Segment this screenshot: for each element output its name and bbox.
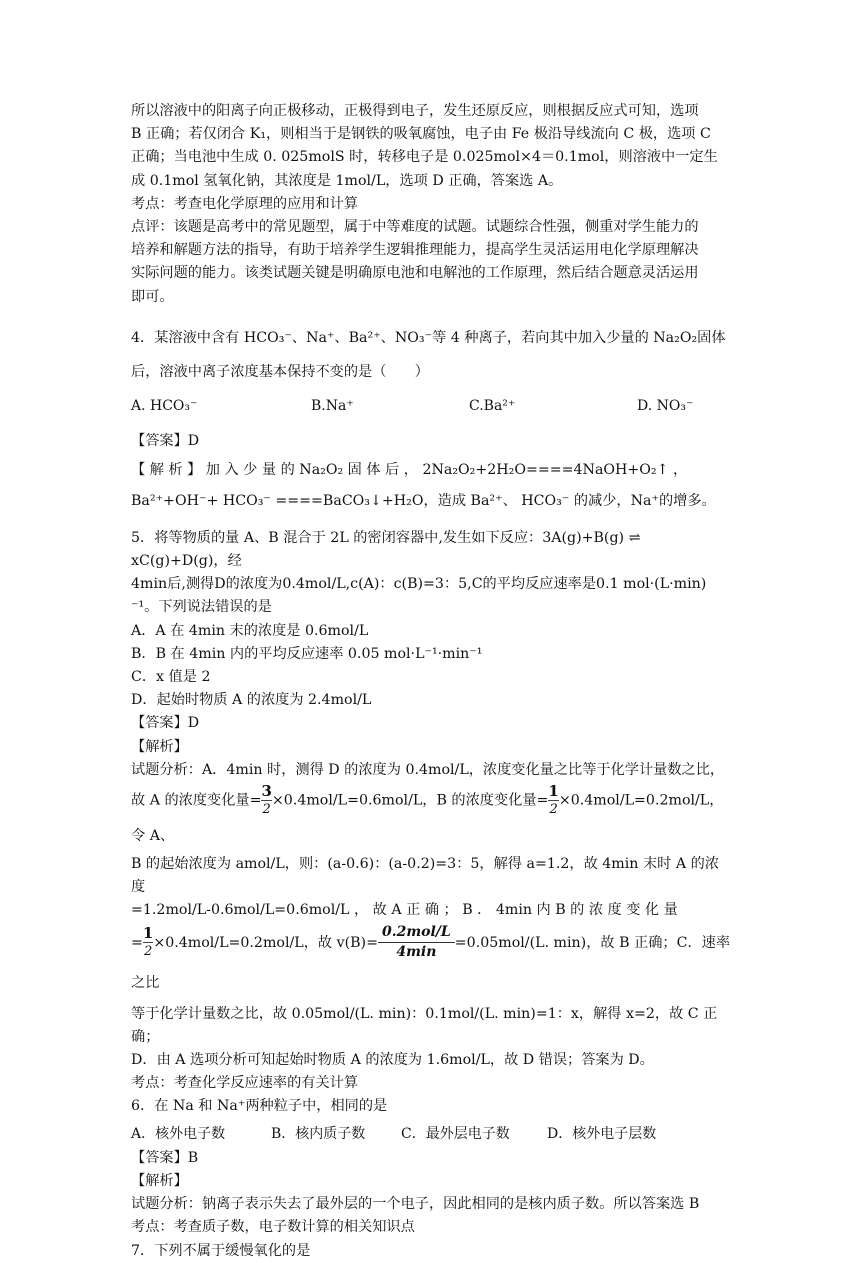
analysis-text: ×0.4mol/L=0.6mol/L，B 的浓度变化量=: [271, 792, 549, 809]
fraction-numerator: 1: [142, 924, 154, 943]
analysis-line: 试题分析：钠离子表示失去了最外层的一个电子，因此相同的是核内质子数。所以答案选 B: [131, 1196, 700, 1213]
option-b: B．核内质子数: [271, 1125, 366, 1142]
analysis-line: Ba²⁺+OH⁻+ HCO₃⁻ ====BaCO₃↓+H₂O，造成 Ba²⁺、 HCO₃⁻ 的减少，Na⁺的增多。: [131, 492, 716, 509]
fraction-numerator: 0.2mol/L: [378, 923, 455, 943]
analysis-text: ×0.4mol/L=0.2mol/L，令 A、: [131, 792, 724, 845]
question-4-stem: 4．某溶液中含有 HCO₃⁻、Na⁺、Ba²⁺、NO₃⁻等 4 种离子，若向其中加入少量的 Na₂O₂固体: [131, 329, 726, 346]
option-a: A．A 在 4min 末的浓度是 0.6mol/L: [131, 622, 369, 639]
dianping-line: 实际问题的能力。该类试题关键是明确原电池和电解池的工作原理，然后结合题意灵活运用: [131, 265, 699, 282]
analysis-line: [131, 923, 731, 1003]
analysis-line: 【 解 析 】 加 入 少 量 的 Na₂O₂ 固 体 后 ， 2Na₂O₂+2H₂O====4NaOH+O₂↑ ，: [131, 461, 688, 478]
question-4-stem: 后，溶液中离子浓度基本保持不变的是（ ）: [131, 363, 429, 380]
option-d: D．核外电子层数: [547, 1125, 657, 1142]
analysis-text: ×0.4mol/L=0.2mol/L，故 v(B)=: [153, 934, 378, 951]
option-c: C．x 值是 2: [131, 669, 211, 686]
fraction-numerator: 3: [261, 782, 272, 801]
kaodian-line: 考点：考查质子数，电子数计算的相关知识点: [131, 1219, 415, 1236]
analysis-line: =1.2mol/L-0.6mol/L=0.6mol/L ， 故 A 正 确 ； B ． 4min 内 B 的 浓 度 变 化 量: [131, 902, 678, 919]
fraction-numerator: 1: [548, 782, 559, 801]
text-line: 正确；当电池中生成 0. 025molS 时，转移电子是 0.025mol×4＝0.1mol，则溶液中一定生: [131, 149, 718, 166]
answer-label: 【答案】D: [131, 432, 200, 449]
option-a: A．核外电子数: [131, 1125, 226, 1142]
analysis-text: 故 A 的浓度变化量=: [131, 792, 262, 809]
option-c: C．最外层电子数: [401, 1125, 510, 1142]
option-d: D．起始时物质 A 的浓度为 2.4mol/L: [131, 692, 372, 709]
question-6-options: [131, 1121, 731, 1147]
analysis-label: 【解析】: [131, 1172, 188, 1189]
fraction: [143, 924, 153, 961]
text-line: 所以溶液中的阳离子向正极移动，正极得到电子，发生还原反应，则根据反应式可知，选项: [131, 103, 699, 119]
question-5-stem: 5．将等物质的量 A、B 混合于 2L 的密闭容器中,发生如下反应：3A(g)+B(g) ⇌ xC(g)+D(g)，经: [131, 529, 641, 570]
fraction: [378, 923, 455, 962]
analysis-line: D．由 A 选项分析可知起始时物质 A 的浓度为 1.6mol/L，故 D 错误；答案为 D。: [131, 1052, 654, 1069]
analysis-text: =0.05mol/(L. min)，故 B 正确；C．速率之比: [131, 934, 731, 991]
option-d: D. NO₃⁻: [637, 397, 694, 414]
document-page: [131, 100, 731, 1263]
dianping-line: 点评：该题是高考中的常见题型，属于中等难度的试题。试题综合性强，侧重对学生能力的: [131, 219, 699, 236]
fraction-denominator: 4min: [396, 944, 437, 961]
fraction-denominator: 2: [143, 944, 153, 960]
dianping-line: 即可。: [131, 288, 174, 305]
fraction: [261, 782, 271, 819]
option-b: B.Na⁺: [311, 397, 354, 414]
fraction-denominator: 2: [549, 802, 558, 818]
question-5-stem: 4min后,测得D的浓度为0.4mol/L,c(A)：c(B)=3：5,C的平均反应速率是0.1 mol·(L·min): [131, 576, 707, 593]
dianping-line: 培养和解题方法的指导，有助于培养学生逻辑推理能力，提高学生灵活运用电化学原理解决: [131, 242, 699, 259]
question-5-stem: ⁻¹。下列说法错误的是: [131, 599, 272, 616]
question-7-stem: 7．下列不属于缓慢氧化的是: [131, 1242, 311, 1259]
text-line: B 正确；若仅闭合 K₁，则相当于是钢铁的吸氧腐蚀，电子由 Fe 极沿导线流向 C 极，选项 C: [131, 126, 711, 143]
analysis-label: 【解析】: [131, 738, 188, 755]
analysis-line: B 的起始浓度为 amol/L，则：(a-0.6)：(a-0.2)=3：5，解得 a=1.2，故 4min 末时 A 的浓度: [131, 856, 719, 896]
kaodian-line: 考点：考查电化学原理的应用和计算: [131, 195, 359, 212]
fraction: [548, 782, 558, 819]
option-a: A. HCO₃⁻: [131, 397, 198, 414]
question-4-options: [131, 393, 731, 419]
analysis-line: 试题分析：A．4min 时，测得 D 的浓度为 0.4mol/L，浓度变化量之比等于化学计量数之比，: [131, 761, 725, 778]
option-b: B．B 在 4min 内的平均反应速率 0.05 mol·L⁻¹·min⁻¹: [131, 645, 483, 662]
option-c: C.Ba²⁺: [469, 397, 516, 414]
answer-label: 【答案】B: [131, 1149, 199, 1166]
answer-label: 【答案】D: [131, 715, 200, 732]
analysis-line: [131, 782, 731, 853]
text-line: 成 0.1mol 氢氧化钠，其浓度是 1mol/L，选项 D 正确，答案选 A。: [131, 172, 563, 189]
fraction-denominator: 2: [262, 802, 271, 818]
question-6-stem: 6．在 Na 和 Na⁺两种粒子中，相同的是: [131, 1098, 388, 1115]
analysis-line: 等于化学计量数之比，故 0.05mol/(L. min)：0.1mol/(L. min)=1：x，解得 x=2，故 C 正确；: [131, 1005, 718, 1045]
analysis-text: =: [131, 934, 143, 951]
kaodian-line: 考点：考查化学反应速率的有关计算: [131, 1075, 359, 1092]
